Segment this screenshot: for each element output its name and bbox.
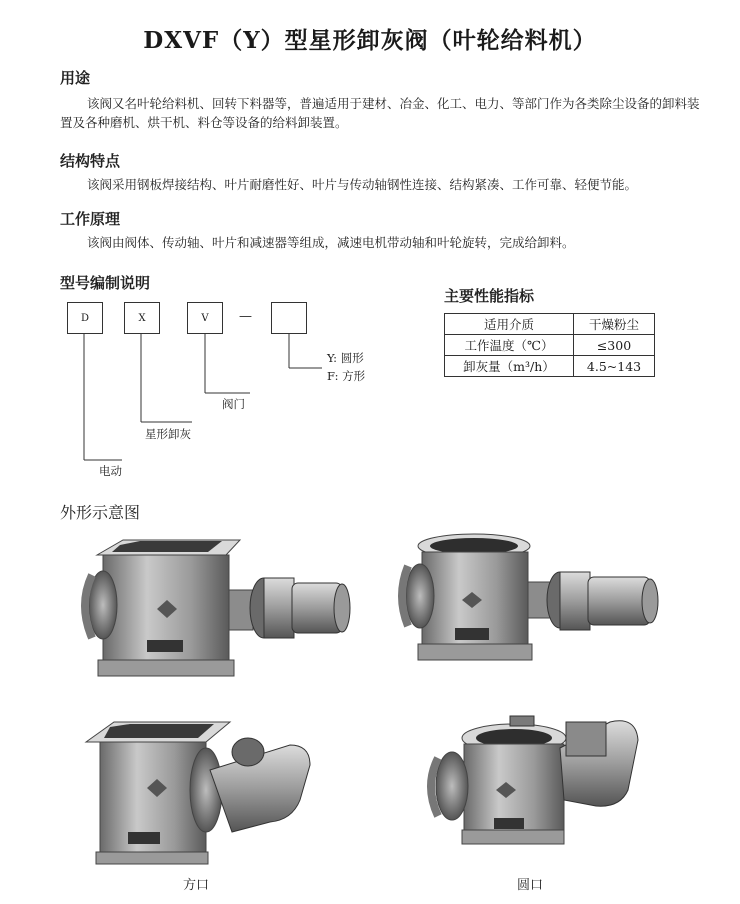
spec-label: 卸灰量（m³/h） (445, 356, 574, 377)
valve-square-motor-figure (85, 540, 350, 676)
code-label-y: Y: 圆形 (327, 351, 364, 365)
valve-round-motor-figure (402, 534, 658, 660)
structure-text: 该阀采用钢板焊接结构、叶片耐磨性好、叶片与传动轴钢性连接、结构紧凑、工作可靠、轻便节能。 (87, 177, 638, 192)
caption-square: 方口 (183, 878, 210, 893)
usage-heading: 用途 (60, 69, 91, 87)
code-label-star: 星形卸灰 (145, 427, 191, 441)
specs-heading: 主要性能指标 (444, 287, 535, 305)
principle-heading: 工作原理 (60, 210, 121, 228)
principle-text: 该阀由阀体、传动轴、叶片和减速器等组成，减速电机带动轴和叶轮旋转，完成给卸料。 (87, 235, 575, 250)
spec-label: 工作温度（℃） (445, 335, 574, 356)
structure-heading: 结构特点 (60, 152, 121, 170)
code-label-f: F: 方形 (327, 369, 366, 383)
page-title: DXVF（Y）型星形卸灰阀（叶轮给料机） (143, 27, 597, 54)
usage-text: 该阀又名叶轮给料机、回转下料器等，普遍适用于建材、冶金、化工、电力、等部门作为各类除尘设备的卸料装置及各种磨机、烘干机、料仓等设备的给料卸装置。 (60, 96, 700, 130)
valve-square-chain-figure (86, 722, 310, 864)
code-box-v: V (187, 302, 223, 334)
spec-label: 适用介质 (445, 314, 574, 335)
code-dash: — (239, 309, 252, 324)
valve-round-chain-figure (431, 716, 638, 844)
code-label-valve: 阀门 (222, 397, 245, 411)
spec-value: 4.5~143 (574, 356, 655, 377)
code-box-d: D (67, 302, 103, 334)
caption-round: 圆口 (517, 878, 544, 893)
spec-value: 干燥粉尘 (574, 314, 655, 335)
code-label-electric: 电动 (99, 464, 122, 478)
figures-heading: 外形示意图 (60, 503, 141, 522)
spec-value: ≤300 (574, 335, 655, 356)
model-code-heading: 型号编制说明 (60, 274, 151, 292)
code-box-x: X (124, 302, 160, 334)
